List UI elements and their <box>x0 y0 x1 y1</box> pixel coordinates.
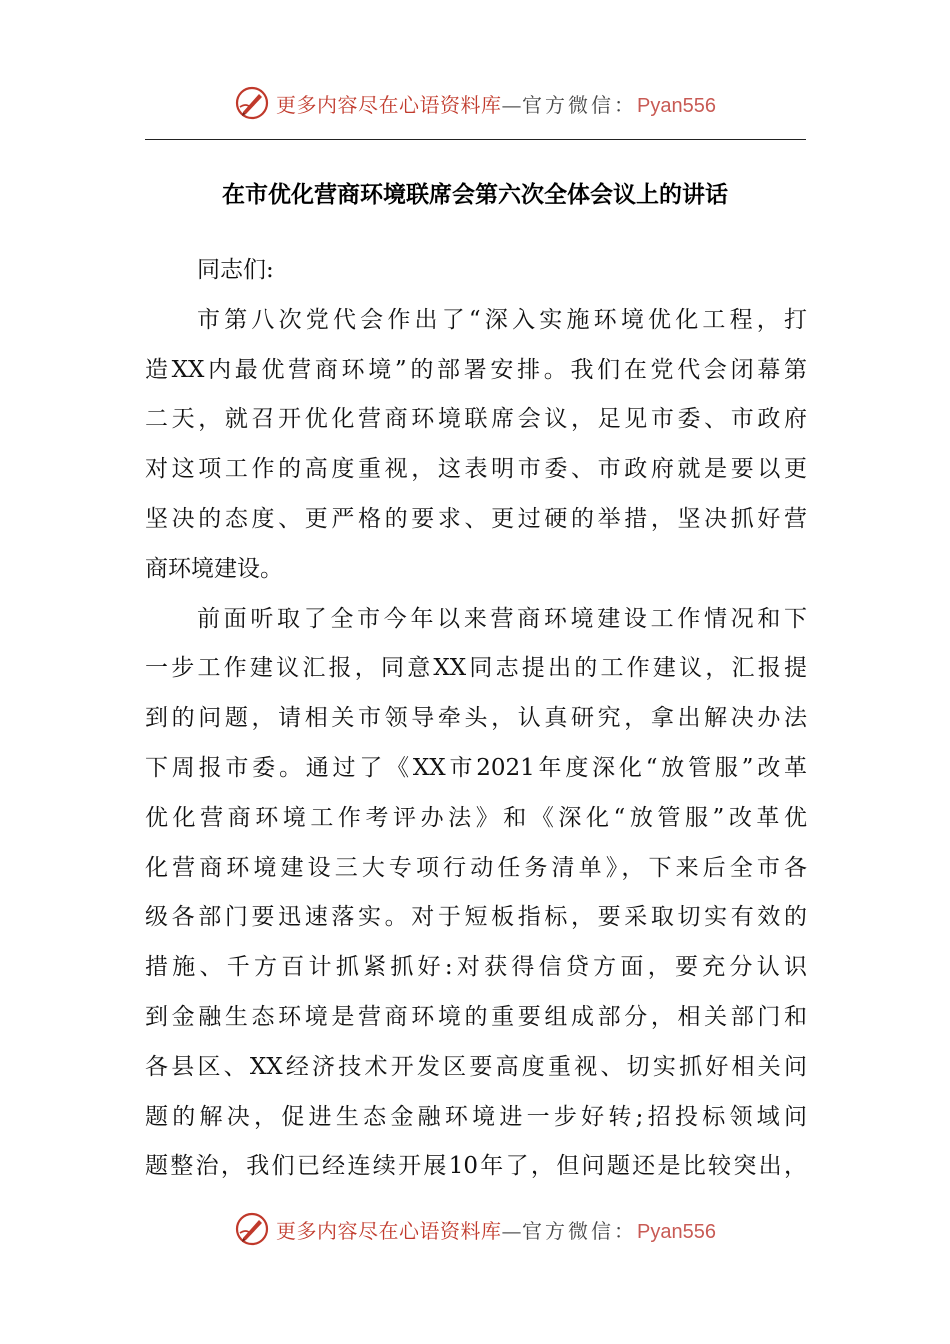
text-line: 到金融生态环境是营商环境的重要组成部分，相关部门和 <box>145 1003 807 1030</box>
watermark-wechat-id: Pyan556 <box>637 1220 716 1243</box>
watermark-text <box>276 89 716 118</box>
text-line: 题整治，我们已经连续开展10年了，但问题还是比较突出， <box>145 1153 807 1180</box>
text-line: 商环境建设。 <box>145 555 283 582</box>
text-line: 二天，就召开优化营商环境联席会议，足见市委、市政府 <box>145 406 807 433</box>
text-line: 造XX内最优营商环境”的部署安排。我们在党代会闭幕第 <box>145 356 807 383</box>
header-rule <box>145 139 806 140</box>
salutation: 同志们: <box>197 257 274 283</box>
text-line: 坚决的态度、更严格的要求、更过硬的举措，坚决抓好营 <box>145 505 807 532</box>
text-line: 下周报市委。通过了《XX市2021年度深化“放管服”改革 <box>145 754 807 781</box>
watermark-brand: 更多内容尽在心语资料库 <box>276 1218 502 1243</box>
text-line: 优化营商环境工作考评办法》和《深化“放管服”改革优 <box>145 804 807 831</box>
watermark-text <box>276 1215 716 1244</box>
watermark-brand: 更多内容尽在心语资料库 <box>276 92 502 117</box>
text-line: 级各部门要迅速落实。对于短板指标，要采取切实有效的 <box>145 904 807 931</box>
pen-logo-icon <box>234 85 270 121</box>
watermark-wechat-id: Pyan556 <box>637 94 716 117</box>
watermark-dash: — <box>501 1218 523 1243</box>
text-line: 市第八次党代会作出了“深入实施环境优化工程，打 <box>197 306 807 333</box>
watermark-wechat-label: 官方微信： <box>522 92 638 117</box>
document-title: 在市优化营商环境联席会第六次全体会议上的讲话 <box>222 182 728 208</box>
pen-logo-icon <box>234 1211 270 1247</box>
text-line: 一步工作建议汇报，同意XX同志提出的工作建议，汇报提 <box>145 655 807 682</box>
text-line: 前面听取了全市今年以来营商环境建设工作情况和下 <box>197 605 807 632</box>
watermark-dash: — <box>501 92 523 117</box>
watermark-wechat-label: 官方微信： <box>522 1218 638 1243</box>
text-line: 措施、千方百计抓紧抓好:对获得信贷方面，要充分认识 <box>145 954 807 981</box>
footer-watermark-banner <box>0 1204 950 1254</box>
text-line: 对这项工作的高度重视，这表明市委、市政府就是要以更 <box>145 456 807 483</box>
document-body <box>145 246 807 1192</box>
text-line: 到的问题，请相关市领导牵头，认真研究，拿出解决办法 <box>145 705 807 732</box>
header-watermark-banner <box>0 78 950 128</box>
text-line: 化营商环境建设三大专项行动任务清单》，下来后全市各 <box>145 854 807 881</box>
text-line: 题的解决，促进生态金融环境进一步好转;招投标领域问 <box>145 1103 807 1130</box>
text-line: 各县区、XX经济技术开发区要高度重视、切实抓好相关问 <box>145 1053 807 1080</box>
